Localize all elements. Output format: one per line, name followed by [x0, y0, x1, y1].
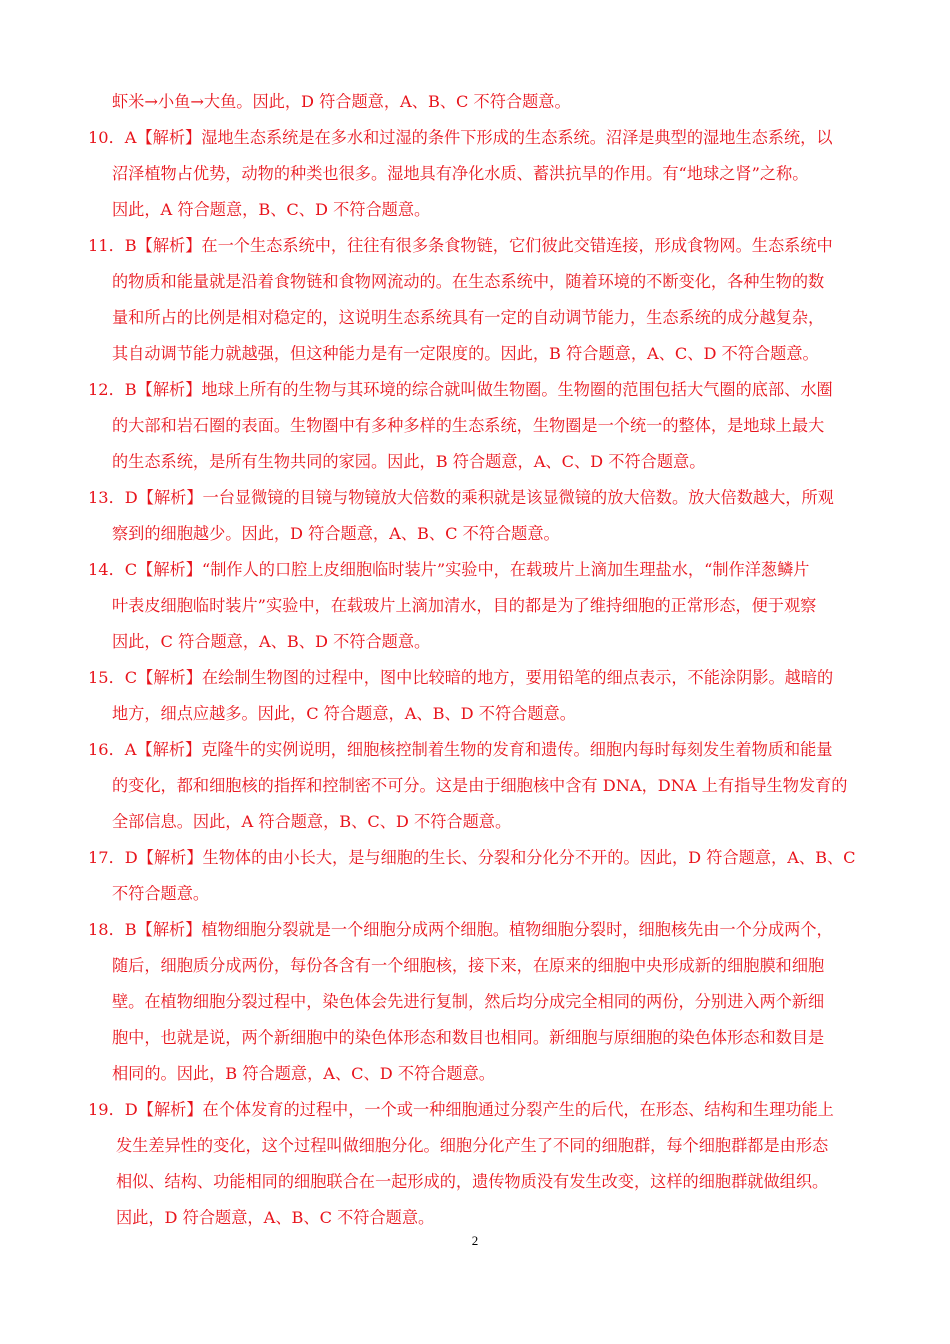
answer-16-line-1: 16．A【解析】克隆牛的实例说明，细胞核控制着生物的发育和遗传。细胞内每时每刻发生着物质和能量 [88, 740, 833, 759]
answer-19-line-2: 发生差异性的变化，这个过程叫做细胞分化。细胞分化产生了不同的细胞群，每个细胞群都是由形态 [116, 1136, 829, 1155]
answer-14-line-2: 叶表皮细胞临时装片”实验中，在载玻片上滴加清水，目的都是为了维持细胞的正常形态，便于观察 [112, 596, 817, 615]
answer-12-line-2: 的大部和岩石圈的表面。生物圈中有多种多样的生态系统，生物圈是一个统一的整体，是地球上最大 [112, 416, 825, 435]
answer-18-line-1: 18．B【解析】植物细胞分裂就是一个细胞分成两个细胞。植物细胞分裂时，细胞核先由一个分成两个， [88, 920, 833, 939]
page-number: 2 [471, 1233, 479, 1248]
answer-10-line-2: 沼泽植物占优势，动物的种类也很多。湿地具有净化水质、蓄洪抗旱的作用。有“地球之肾”之称。 [112, 164, 809, 183]
answer-11-line-3: 量和所占的比例是相对稳定的，这说明生态系统具有一定的自动调节能力，生态系统的成分越复杂， [112, 308, 825, 327]
answer-9-line-1: 虾米→小鱼→大鱼。因此，D 符合题意，A、B、C 不符合题意。 [112, 92, 571, 111]
answer-18-line-2: 随后，细胞质分成两份，每份各含有一个细胞核，接下来，在原来的细胞中央形成新的细胞膜和细胞 [112, 956, 825, 975]
answer-12-line-3: 的生态系统，是所有生物共同的家园。因此，B 符合题意，A、C、D 不符合题意。 [112, 452, 706, 471]
answer-13-line-2: 察到的细胞越少。因此，D 符合题意，A、B、C 不符合题意。 [112, 524, 560, 543]
answer-19-line-4: 因此，D 符合题意，A、B、C 不符合题意。 [116, 1208, 435, 1227]
answer-12-line-1: 12．B【解析】地球上所有的生物与其环境的综合就叫做生物圈。生物圈的范围包括大气圈的底部、水圈 [88, 380, 833, 399]
answer-17-line-2: 不符合题意。 [112, 884, 210, 903]
answer-18-line-5: 相同的。因此，B 符合题意，A、C、D 不符合题意。 [112, 1064, 495, 1083]
answer-16-line-2: 的变化，都和细胞核的指挥和控制密不可分。这是由于细胞核中含有 DNA，DNA 上有指导生物发育的 [112, 776, 848, 795]
answer-14-line-1: 14．C【解析】“制作人的口腔上皮细胞临时装片”实验中，在载玻片上滴加生理盐水，“制作洋葱鳞片 [88, 560, 810, 579]
answer-11-line-4: 其自动调节能力就越强，但这种能力是有一定限度的。因此，B 符合题意，A、C、D 不符合题意。 [112, 344, 819, 363]
answer-15-line-2: 地方，细点应越多。因此，C 符合题意，A、B、D 不符合题意。 [112, 704, 576, 723]
answer-11-line-2: 的物质和能量就是沿着食物链和食物网流动的。在生态系统中，随着环境的不断变化，各种生物的数 [112, 272, 825, 291]
answer-19-line-1: 19．D【解析】在个体发育的过程中，一个或一种细胞通过分裂产生的后代，在形态、结构和生理功能上 [88, 1100, 834, 1119]
answer-15-line-1: 15．C【解析】在绘制生物图的过程中，图中比较暗的地方，要用铅笔的细点表示，不能涂阴影。越暗的 [88, 668, 834, 687]
answer-14-line-3: 因此，C 符合题意，A、B、D 不符合题意。 [112, 632, 431, 651]
answer-13-line-1: 13．D【解析】一台显微镜的目镜与物镜放大倍数的乘积就是该显微镜的放大倍数。放大倍数越大，所观 [88, 488, 834, 507]
answer-19-line-3: 相似、结构、功能相同的细胞联合在一起形成的，遗传物质没有发生改变，这样的细胞群就做组织。 [116, 1172, 829, 1191]
answer-18-line-3: 壁。在植物细胞分裂过程中，染色体会先进行复制，然后均分成完全相同的两份，分别进入两个新细 [112, 992, 825, 1011]
answer-17-line-1: 17．D【解析】生物体的由小长大，是与细胞的生长、分裂和分化分不开的。因此，D 符合题意，A、B、C [88, 848, 856, 867]
answer-11-line-1: 11．B【解析】在一个生态系统中，往往有很多条食物链，它们彼此交错连接，形成食物网。生态系统中 [88, 236, 833, 255]
answer-10-line-1: 10．A【解析】湿地生态系统是在多水和过湿的条件下形成的生态系统。沼泽是典型的湿地生态系统，以 [88, 128, 833, 147]
answer-10-line-3: 因此，A 符合题意，B、C、D 不符合题意。 [112, 200, 431, 219]
answer-16-line-3: 全部信息。因此，A 符合题意，B、C、D 不符合题意。 [112, 812, 512, 831]
answer-18-line-4: 胞中，也就是说，两个新细胞中的染色体形态和数目也相同。新细胞与原细胞的染色体形态和数目是 [112, 1028, 825, 1047]
